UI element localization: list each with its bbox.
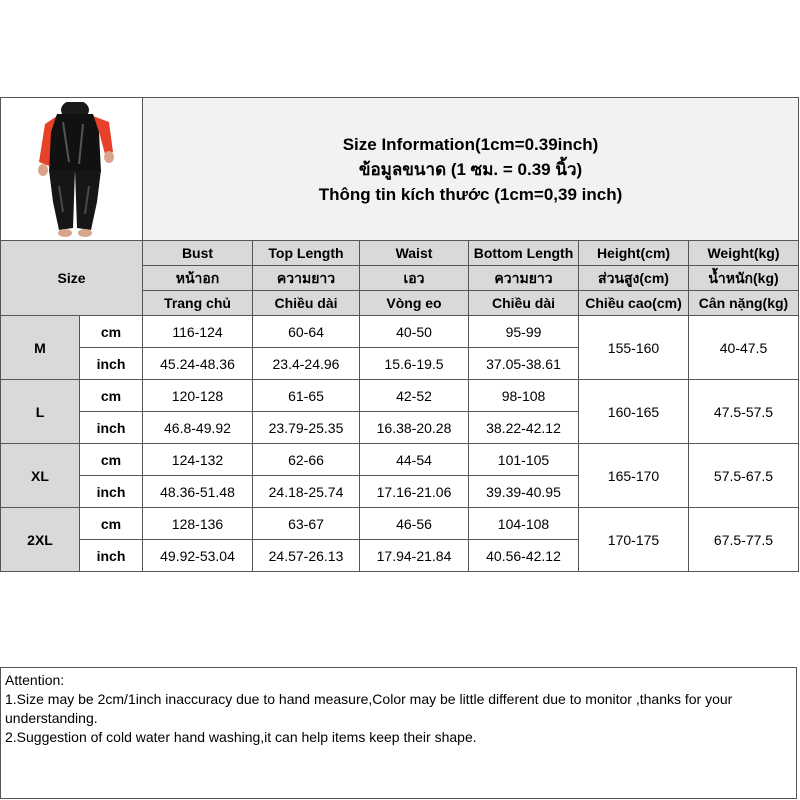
table-row	[1, 444, 799, 476]
table-row	[1, 508, 799, 540]
table-cell: 95-99	[469, 316, 579, 348]
unit-label: cm	[80, 444, 143, 476]
table-cell: 60-64	[253, 316, 360, 348]
table-row	[1, 380, 799, 412]
table-cell: 42-52	[360, 380, 469, 412]
table-cell: 23.4-24.96	[253, 348, 360, 380]
table-cell: 63-67	[253, 508, 360, 540]
table-cell: 24.57-26.13	[253, 540, 360, 572]
table-row	[1, 316, 799, 348]
table-cell: 62-66	[253, 444, 360, 476]
weight-cell: 67.5-77.5	[689, 508, 799, 572]
header-waist: Waist	[360, 241, 469, 266]
table-cell: 120-128	[143, 380, 253, 412]
header-bust-th: หน้าอก	[143, 266, 253, 291]
header-bottom-length: Bottom Length	[469, 241, 579, 266]
unit-label: cm	[80, 316, 143, 348]
table-cell: 128-136	[143, 508, 253, 540]
size-label: 2XL	[1, 508, 80, 572]
header-height-th: ส่วนสูง(cm)	[579, 266, 689, 291]
weight-cell: 40-47.5	[689, 316, 799, 380]
info-title-vi: Thông tin kích thước (1cm=0,39 inch)	[318, 184, 623, 204]
table-cell: 23.79-25.35	[253, 412, 360, 444]
product-photo	[1, 98, 143, 241]
unit-label: inch	[80, 540, 143, 572]
table-cell: 98-108	[469, 380, 579, 412]
table-cell: 49.92-53.04	[143, 540, 253, 572]
table-cell: 37.05-38.61	[469, 348, 579, 380]
height-cell: 170-175	[579, 508, 689, 572]
unit-label: cm	[80, 380, 143, 412]
table-cell: 101-105	[469, 444, 579, 476]
table-cell: 39.39-40.95	[469, 476, 579, 508]
size-label: M	[1, 316, 80, 380]
info-title-th: ข้อมูลขนาด (1 ซม. = 0.39 นิ้ว)	[358, 159, 583, 179]
info-title-en: Size Information(1cm=0.39inch)	[342, 134, 599, 154]
sauna-suit-figure	[19, 102, 129, 238]
header-waist-th: เอว	[360, 266, 469, 291]
header-height-vi: Chiều cao(cm)	[579, 291, 689, 316]
unit-label: inch	[80, 348, 143, 380]
attention-note-1: 1.Size may be 2cm/1inch inaccuracy due to hand measure,Color may be little different due to monitor ,thanks for your understanding.	[5, 691, 733, 726]
table-cell: 40-50	[360, 316, 469, 348]
table-cell: 24.18-25.74	[253, 476, 360, 508]
table-cell: 46-56	[360, 508, 469, 540]
height-cell: 155-160	[579, 316, 689, 380]
height-cell: 165-170	[579, 444, 689, 508]
table-cell: 15.6-19.5	[360, 348, 469, 380]
header-weight-th: น้ำหนัก(kg)	[689, 266, 799, 291]
header-weight: Weight(kg)	[689, 241, 799, 266]
unit-label: cm	[80, 508, 143, 540]
size-information	[143, 98, 799, 241]
weight-cell: 57.5-67.5	[689, 444, 799, 508]
table-cell: 48.36-51.48	[143, 476, 253, 508]
size-label: L	[1, 380, 80, 444]
table-cell: 124-132	[143, 444, 253, 476]
table-cell: 45.24-48.36	[143, 348, 253, 380]
header-bottom-length-vi: Chiều dài	[469, 291, 579, 316]
attention-title: Attention:	[5, 672, 65, 688]
unit-label: inch	[80, 476, 143, 508]
size-chart	[0, 97, 799, 745]
table-cell: 61-65	[253, 380, 360, 412]
header-waist-vi: Vòng eo	[360, 291, 469, 316]
header-top-length: Top Length	[253, 241, 360, 266]
header-weight-vi: Cân nặng(kg)	[689, 291, 799, 316]
unit-label: inch	[80, 412, 143, 444]
header-top-length-th: ความยาว	[253, 266, 360, 291]
header-top-length-vi: Chiều dài	[253, 291, 360, 316]
size-heading: Size	[1, 241, 143, 316]
table-cell: 116-124	[143, 316, 253, 348]
header-bottom-length-th: ความยาว	[469, 266, 579, 291]
attention-note-2: 2.Suggestion of cold water hand washing,it can help items keep their shape.	[5, 729, 477, 745]
table-cell: 38.22-42.12	[469, 412, 579, 444]
table-cell: 44-54	[360, 444, 469, 476]
attention-notes	[0, 667, 797, 799]
table-cell: 104-108	[469, 508, 579, 540]
height-cell: 160-165	[579, 380, 689, 444]
table-cell: 40.56-42.12	[469, 540, 579, 572]
header-bust: Bust	[143, 241, 253, 266]
size-table	[0, 97, 799, 572]
header-height: Height(cm)	[579, 241, 689, 266]
size-label: XL	[1, 444, 80, 508]
table-cell: 17.94-21.84	[360, 540, 469, 572]
table-cell: 16.38-20.28	[360, 412, 469, 444]
table-cell: 17.16-21.06	[360, 476, 469, 508]
table-cell: 46.8-49.92	[143, 412, 253, 444]
header-bust-vi: Trang chủ	[143, 291, 253, 316]
weight-cell: 47.5-57.5	[689, 380, 799, 444]
